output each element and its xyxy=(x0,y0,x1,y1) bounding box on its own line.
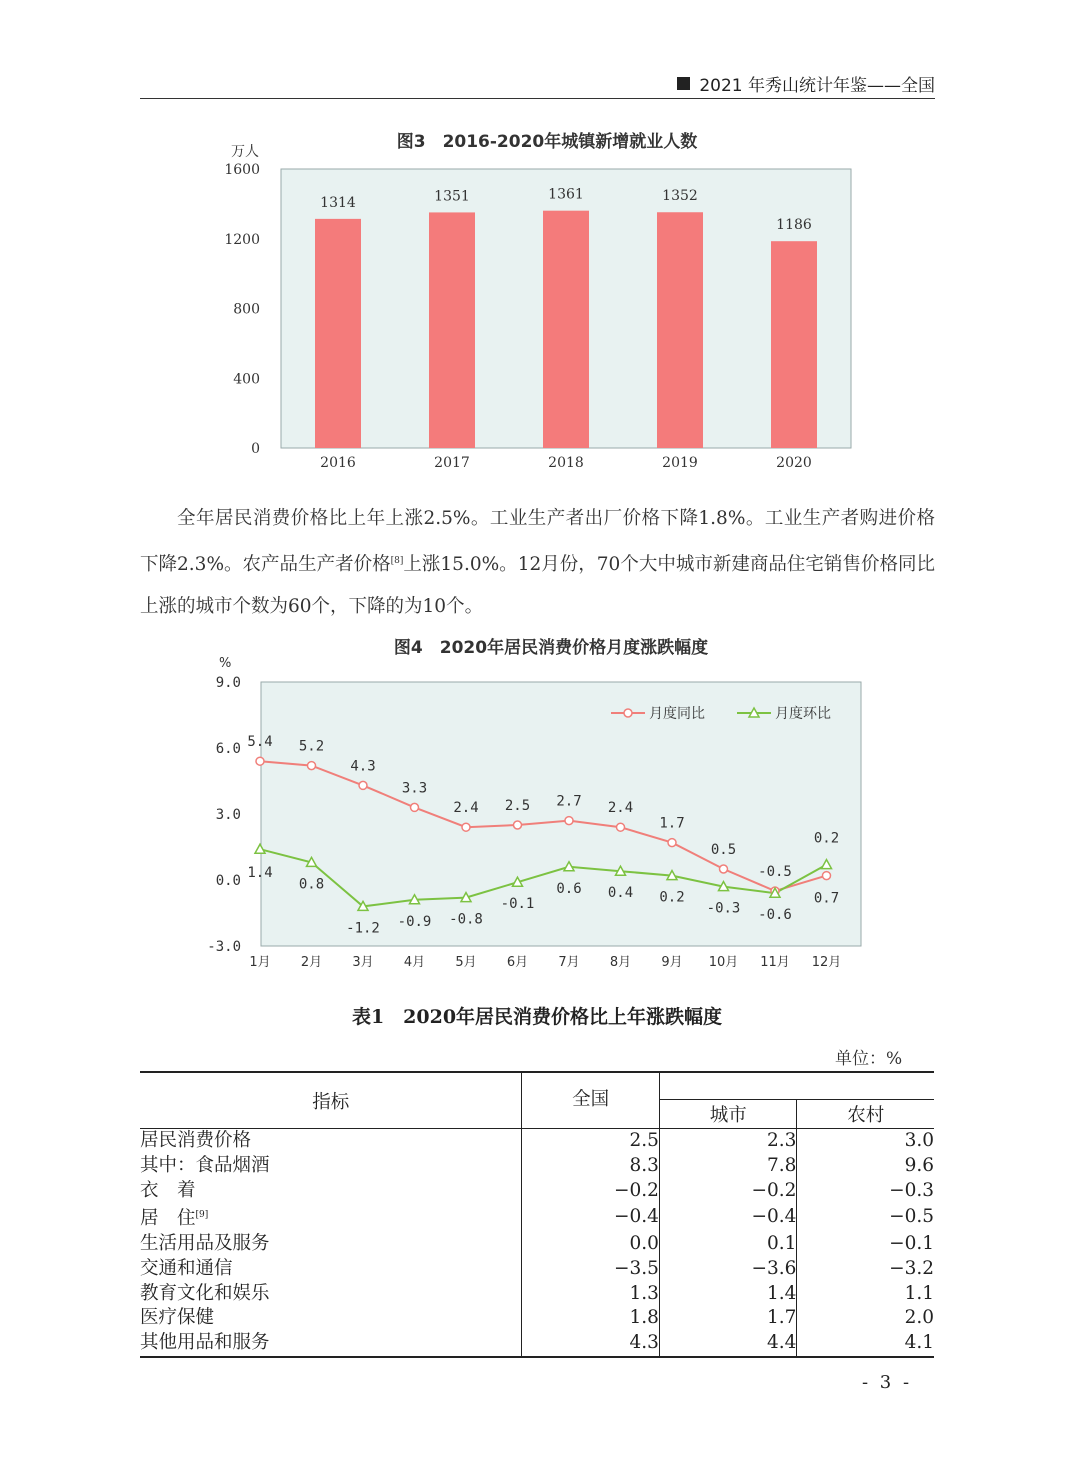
header-indicator: 指标 xyxy=(140,1072,522,1129)
figure3-x-tick-label: 2017 xyxy=(434,455,470,471)
figure4-series1-label: 2.7 xyxy=(556,793,582,810)
row-city-value: −0.2 xyxy=(659,1179,797,1204)
figure4-series2-label: 0.4 xyxy=(607,885,634,902)
figure4-x-tick-label: 11月 xyxy=(760,955,790,970)
figure3-x-tick-label: 2020 xyxy=(776,455,812,471)
figure4-series1-label: 2.4 xyxy=(453,800,479,817)
page-number: - 3 - xyxy=(862,1372,913,1393)
figure4-title: 图4 2020年居民消费价格月度涨跌幅度 xyxy=(393,638,709,658)
row-city-value: 4.4 xyxy=(659,1331,797,1357)
paragraph-text-1: 全年居民消费价格比上年上涨2.5%。工业生产者出厂价格下降1.8%。工业生产者购进价格下降2.3%。农产品生产者价格 xyxy=(140,508,935,576)
table1-title: 表1 2020年居民消费价格比上年涨跌幅度 xyxy=(351,1006,723,1028)
figure4-series1-label: 5.4 xyxy=(247,734,273,751)
header-title: 2021 年秀山统计年鉴——全国 xyxy=(699,75,935,96)
footnote-9: [9] xyxy=(195,1210,209,1221)
figure4-x-tick-label: 3月 xyxy=(352,955,374,970)
figure3-data-label: 1352 xyxy=(662,188,698,205)
figure4-series1-label: 0.5 xyxy=(710,842,737,858)
figure4-series2-label: 0.6 xyxy=(556,880,582,897)
row-national-value: −0.4 xyxy=(522,1203,660,1231)
row-rural-value: 3.0 xyxy=(904,1130,934,1152)
row-city-value: 7.8 xyxy=(659,1154,797,1179)
figure4-y-tick-label: 3.0 xyxy=(215,807,241,823)
row-city-value: 2.3 xyxy=(659,1129,797,1154)
figure3-data-label: 1186 xyxy=(776,217,812,234)
header-city: 城市 xyxy=(659,1100,797,1129)
figure3-x-tick-label: 2019 xyxy=(662,455,698,471)
table-row xyxy=(140,1154,934,1179)
row-city-value: 1.7 xyxy=(659,1306,797,1331)
figure4-series1-point xyxy=(308,762,316,770)
table-row xyxy=(140,1281,934,1306)
table-row xyxy=(140,1203,934,1231)
figure3-y-tick-label: 1600 xyxy=(224,162,260,178)
figure4-series1-point xyxy=(411,803,419,811)
figure4-x-tick-label: 2月 xyxy=(300,955,323,970)
figure4-x-tick-label: 7月 xyxy=(558,955,580,970)
figure3-y-tick-label: 0 xyxy=(251,441,260,457)
figure4-y-tick-label: 0.0 xyxy=(215,873,241,889)
figure4-y-tick-label: 9.0 xyxy=(215,675,241,691)
row-national-value: 1.8 xyxy=(522,1306,660,1331)
row-indicator: 交通和通信 xyxy=(140,1256,522,1281)
figure4-x-tick-label: 5月 xyxy=(455,955,477,970)
figure4-series1-label: 0.2 xyxy=(813,830,840,847)
row-city-value: −3.6 xyxy=(659,1256,797,1281)
row-national-value: 2.5 xyxy=(522,1129,660,1154)
figure4-y-tick-label: -3.0 xyxy=(207,939,241,955)
table-row xyxy=(140,1331,934,1357)
figure4-series1-label: 3.3 xyxy=(401,780,428,797)
figure4-x-tick-label: 9月 xyxy=(661,955,683,970)
row-national-value: 8.3 xyxy=(522,1154,660,1179)
header-spacer xyxy=(659,1072,934,1100)
figure4-series1-point xyxy=(720,865,728,873)
paragraph-text-2: 上涨15.0%。12月份，70个大中城市新建商品住宅销售价格同比上涨的城市个数为60个，下降的为10个。 xyxy=(140,554,935,618)
row-rural-value: 1.1 xyxy=(904,1282,934,1304)
table-row xyxy=(140,1179,934,1204)
figure4-series1-point xyxy=(256,757,264,765)
figure3-data-label: 1361 xyxy=(548,186,584,203)
row-rural-value: 4.1 xyxy=(904,1332,934,1354)
figure3-y-tick-label: 800 xyxy=(233,301,260,318)
row-indicator: 医疗保健 xyxy=(140,1306,522,1331)
header-national: 全国 xyxy=(522,1072,660,1129)
figure3-data-label: 1351 xyxy=(434,188,470,205)
row-indicator: 居民消费价格 xyxy=(140,1129,522,1154)
figure4-series2-label: -1.2 xyxy=(346,920,380,937)
table-row xyxy=(140,1232,934,1257)
figure4-series1-point xyxy=(668,839,676,847)
figure4-series2-label: 0.2 xyxy=(659,889,685,906)
header-rural: 农村 xyxy=(797,1100,934,1129)
row-city-value: 0.1 xyxy=(659,1232,797,1257)
figure4-series1-label: 1.7 xyxy=(659,815,685,832)
figure4-series2-label: 0.7 xyxy=(813,890,840,907)
table-row xyxy=(140,1306,934,1331)
row-rural-value: 2.0 xyxy=(904,1307,934,1329)
table-row xyxy=(140,1256,934,1281)
figure4-series2-label: -0.8 xyxy=(449,911,483,928)
row-indicator: 其中：食品烟酒 xyxy=(140,1154,522,1179)
row-indicator: 衣 着 xyxy=(140,1179,522,1204)
figure4-series1-label: -0.5 xyxy=(758,864,792,880)
figure4-series2-label: -0.3 xyxy=(706,900,741,917)
figure4-x-tick-label: 6月 xyxy=(506,955,529,970)
row-rural-value: −0.3 xyxy=(889,1179,934,1201)
row-rural-value: −0.1 xyxy=(889,1232,934,1254)
figure4-x-tick-label: 12月 xyxy=(811,955,842,970)
row-indicator: 生活用品及服务 xyxy=(140,1232,522,1257)
row-indicator: 教育文化和娱乐 xyxy=(140,1281,522,1306)
table1-unit: 单位：% xyxy=(835,1049,903,1069)
row-indicator: 居 住[9] xyxy=(140,1203,522,1231)
figure3-data-label: 1314 xyxy=(320,194,356,211)
figure4-series1-point xyxy=(565,817,573,825)
figure4-series2-label: -0.1 xyxy=(500,896,535,913)
figure4-series1-point xyxy=(823,872,831,880)
legend-circle-marker-icon xyxy=(624,709,632,717)
row-national-value: 4.3 xyxy=(522,1331,660,1357)
row-city-value: 1.4 xyxy=(659,1281,797,1306)
figure3-title: 图3 2016-2020年城镇新增就业人数 xyxy=(396,132,698,152)
figure4-x-tick-label: 1月 xyxy=(249,955,271,970)
row-national-value: 0.0 xyxy=(522,1232,660,1257)
legend-series2-label: 月度环比 xyxy=(775,706,831,722)
figure4-series1-label: 5.2 xyxy=(298,738,325,755)
figure4-series1-point xyxy=(359,781,367,789)
figure3-y-tick-label: 1200 xyxy=(224,231,260,248)
row-rural-value: −3.2 xyxy=(889,1257,934,1279)
figure4-series1-label: 4.3 xyxy=(350,758,376,775)
figure4-series1-label: 2.5 xyxy=(504,798,531,814)
figure4-series1-point xyxy=(462,823,470,831)
legend-series1-label: 月度同比 xyxy=(649,706,705,722)
figure3-x-tick-label: 2016 xyxy=(320,455,356,471)
figure4-y-tick-label: 6.0 xyxy=(215,741,241,757)
figure4-series2-label: -0.6 xyxy=(758,907,792,924)
figure4-x-tick-label: 8月 xyxy=(609,955,632,970)
row-national-value: −0.2 xyxy=(522,1179,660,1204)
table-row xyxy=(140,1129,934,1154)
figure3-y-unit: 万人 xyxy=(231,144,259,160)
figure3-x-tick-label: 2018 xyxy=(548,455,584,471)
figure4-series1-point xyxy=(617,823,625,831)
figure4-series2-label: -0.9 xyxy=(397,913,432,930)
row-rural-value: 9.6 xyxy=(904,1155,934,1177)
figure4-series1-label: 2.4 xyxy=(607,800,634,817)
row-rural-value: −0.5 xyxy=(889,1206,934,1228)
figure4-series2-label: 0.8 xyxy=(298,876,325,893)
row-city-value: −0.4 xyxy=(659,1203,797,1231)
figure4-series1-point xyxy=(514,821,522,829)
figure3-y-tick-label: 400 xyxy=(233,371,260,388)
row-indicator: 其他用品和服务 xyxy=(140,1331,522,1357)
figure4-y-unit: % xyxy=(219,656,232,671)
figure4-x-tick-label: 4月 xyxy=(403,955,426,970)
figure4-x-tick-label: 10月 xyxy=(708,955,739,970)
row-national-value: 1.3 xyxy=(522,1281,660,1306)
footnote-8: [8] xyxy=(390,556,404,566)
figure4-series2-label: 1.4 xyxy=(247,865,273,882)
row-national-value: −3.5 xyxy=(522,1256,660,1281)
table1 xyxy=(140,1071,934,1358)
